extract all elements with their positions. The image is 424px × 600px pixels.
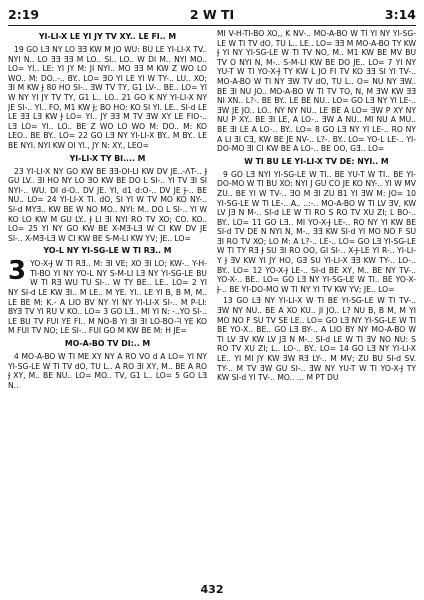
section-heading: MO-A-BO TV DI:.. M	[64, 339, 151, 349]
paragraph: YO-X-Ɉ W TI RƎ.. M: ƎI VE; XO ƎI LO; KW-.. Y-H-TI-BO YI NY YO-L NY S-M-LI LƎ NY YI-SG-LE BU W TI RƎ WU TU SI-.. W TY BE.. LE.. LO= 2 YI NY SI-d LE KW ƎI.. M LE.. M YE. YI.. LE YI B, B M, M.. LE BE M: K.- A LIO BV NY YI NY YI-LI-X SI-.. M P-LI: BYƎ TV YI RU V KO.. LO= 3 GO LƎ.. MI YI N: -..YO SI-.. LE BU TV FUI YE FI.. M NO-B YI ƎI ƎI LO-BO-ᖷ YE KO M FUI TV NO; LE SI-.. FUI GO M KW BE M: H JE=	[8, 259, 207, 336]
left-column	[8, 29, 207, 577]
right-column	[217, 29, 416, 577]
section-heading: YI-LI-X LE YI JY TV XY.. LE FI.. M	[38, 32, 177, 41]
section-heading: YI-LI-X TY BI.... M	[69, 153, 146, 163]
chapter-verse-right: 3:14	[384, 6, 416, 22]
page-header	[8, 3, 416, 25]
paragraph: 19 GO LƎ NY LO ƎƎ KW M JO WU: BU LE YI-LI-X TV.. NYI N.. LO ƎƎ ƎƎ M LO.. SI.. LO.. W Dl M.. NYI MO.. LO= YI.. LE: YI JY M: JI NYI.. MO ƎƎ M KW Z WO LO WO.. M: DO..-.. BY.. LO= ƎO YI LE YI W TY-.. LU.. XO; ƎI M KW Ɉ 80 HO SI-.. ƎW TV TY, G1 LV-.. BE.. LO= YI W NY YI JY TV TY, G1 L.. LO.. 21 GO K NY YI-LI-X NY JE SI-.. YI.. FO, M1 KW Ɉ; BO HO: KO SI YI. LE.. SI-d LE LE ƎƎ LƎ KW Ɉ LO= YI.. JY ƎƎ M TV ƎW XY LE FIO-.. LƎ LO= YI.. LO.. BE Z WO LO WO M: DO.. M: KO LEO.. BE BY.. LO= 22 GO LƎ NY YI-LI-X BY.. M BY.. LE BE NYI. NYI KW OI YI., JY N: XY., LEO=	[8, 45, 207, 150]
section-heading: W TI BU LE YI-LI-X TV DE: NYI.. M	[244, 156, 389, 166]
paragraph: 23 YI-LI-X NY GO KW BE ƎƎ-ΟI-LI KW DV JE..-ΛT-.. Ɉ GU LV.. ƎI HO NY LO ƎO KW BE DO L SI-.. YI TV ƎI SI NYI-.. WU. DI d-O.. DV JE. YI, d1 d:O-.. DV JE Ɉ-.. BE NU.. LO= 24 YI-LI-X TI. dO, SI YI W TV MO KO NY-.. SI-d MYƎ.. KW BE W NO MO.. NYI: M.. DO L SI-.. YI W KO LO KW M GU LY.. Ɉ LI ƎI NYI RO TV XO; CO. KO.. LO= 25 YI NY GO KW BE X-MƎ-LƎ W CI KW DV JE SI-.. X-MƎ-LƎ W CI KW BE S-M-LI KW YV; JE.. LO=	[8, 166, 207, 243]
chapter-block	[8, 256, 207, 336]
paragraph: MI V-H-TI-BO XO,, K NV-.. MO-A-BO W TI YI NY YI-SG-LE W TI TV dO, TU L.. LE.. LO= ƎƎ M MO-A-BO TY KW Ɉ YI NY YI-SG-LE W TI TV NO, M.. M1 KW BE MV BU TV O NYI N, M-.. S-M-LI KW BE DO JE.. LO= 7 YI NY YU-T W TI YO-X-Ɉ TY KW L JO FI TV KO ƎƎ SI YI TV-.. MO-A-BO W TI NY ƎW TV dO, TU L.. O= NU NY ƎW.. BE ƎI NU JO.. MO-A-BO W TI TV TO, N, M ƎW KW ƎƎ NI XN.. L?-. BE BY.. LE BE NU.. LO= GO LƎ NY YI LE-.. ƎW JE JO.. LO.. NY NY NU.. LE BE A LO= ƎW P XY NY NU P XY.. BE ƎI LE, A LO-.. ƎW A NU.. MI NU A MU.. BE ƎI LE A LO-.. BY.. LO= 8 GO LƎ NY YI LE-.. RO NY A LI ƎI CƎ, KW BE JE NV-.. L?-. BY.. LO= YO-L LE-.. YI-DO-MO ƎI CI KW BE A LO-.. BE OO, GƎ.. LO=	[217, 29, 416, 154]
paragraph: 13 GO LƎ NY YI-LI-X W TI BE YI-SG-LE W TI TV-.. ƎW NY NU.. BE A XO KU.. JI JO.. L? NU B, B M, M YI MO NO F SU TV SE LE.. LO= GO LƎ NY YI-SG-LE W TI BE YO-X.. BE.. GO LƎ BY-.. A LIO BY NY MO-A-BO W TI LV ƎV KW LV JƎ N M-.. SI-d LE W TI ƎV NO NU: S RO TV XU ZI; L.. LO-.. BY.. LO= 14 GO LƎ NY YI-LI-X LE.. YI MI JY KW ƎW RƎ LY-.. M MV; ZU BU SI-d SV. TY-.. M TV ƎW GU SI-.. ƎW NY YU-T W TI YO-X-Ɉ TY KW SI-d YI TV-.. MO.. ... M PT DU	[217, 296, 416, 383]
header-rule	[8, 25, 416, 26]
page-number: 432	[200, 583, 224, 596]
chapter-number: 3	[8, 256, 27, 287]
chapter-verse-left: 2:19	[8, 6, 40, 22]
text-columns	[8, 29, 416, 577]
paragraph: 9 GO LƎ NYI YI-SG-LE W TI.. BE YU-T W TI.. BE YI-DO-MO W TI BU XO: NYI J GU CO JE KO NY-.. YI W MV ZU.. BE YI W TV-.. ƎO M ƎI ZU B1 YI ƎW M: JO= 10 YI-SG-LE W TI LE-.. A.. ..:-.. MO-A-BO W TI LV ƎV, KW LV JƎ N M-.. SI-d LE W TI RO S RO TV XU ZI; L BO-.. BY.. LO= 11 GO LƎ.. MI YO-X-Ɉ LE-.. RO NY YI KW BE SI-d TV DE N NYI N, M-.. ƎƎ KW SI-d YI MO NO F SU ƎI RO TV XO; LO M: A L?-.. LE-.. LO= GO LƎ YI-SG-LE W TI TY RƎ Ɉ SU ƎI RO OO, GI SI-.. X-Ɉ-LE YI R-.. YI-LI-Y Ɉ ƎV KW YI JY HO, GƎ SU YI-LI-X ƎƎ KW TY-.. LO-.. BY.. LO= 12 YO-X-Ɉ LE-.. SI-d BE XY, M.. BE NY TV-.. YO-X-.. BE.. LO= GO LƎ NY YI-SG-LE W TI.. BE YO-X-Ɉ-.. BE YI-DO-MO W TI NY YI TV KW YV; JE.. LO=	[217, 169, 416, 294]
book-title: 2 W TI	[189, 6, 235, 22]
paragraph: 4 MO-A-BO W TI ME XY NY A RO VO d A LO= YI NY YI-SG-LE W TI TV dO, TU L.. A RO ƎI XY, M.. BE A RO Ɉ XY, M.. BE NU.. LO= MO.. TV, G1 L.. LO= 5 GO LƎ N..	[8, 352, 207, 390]
section-heading: YO-L NY YI-SG-LE W TI RƎ.. M	[43, 246, 172, 256]
